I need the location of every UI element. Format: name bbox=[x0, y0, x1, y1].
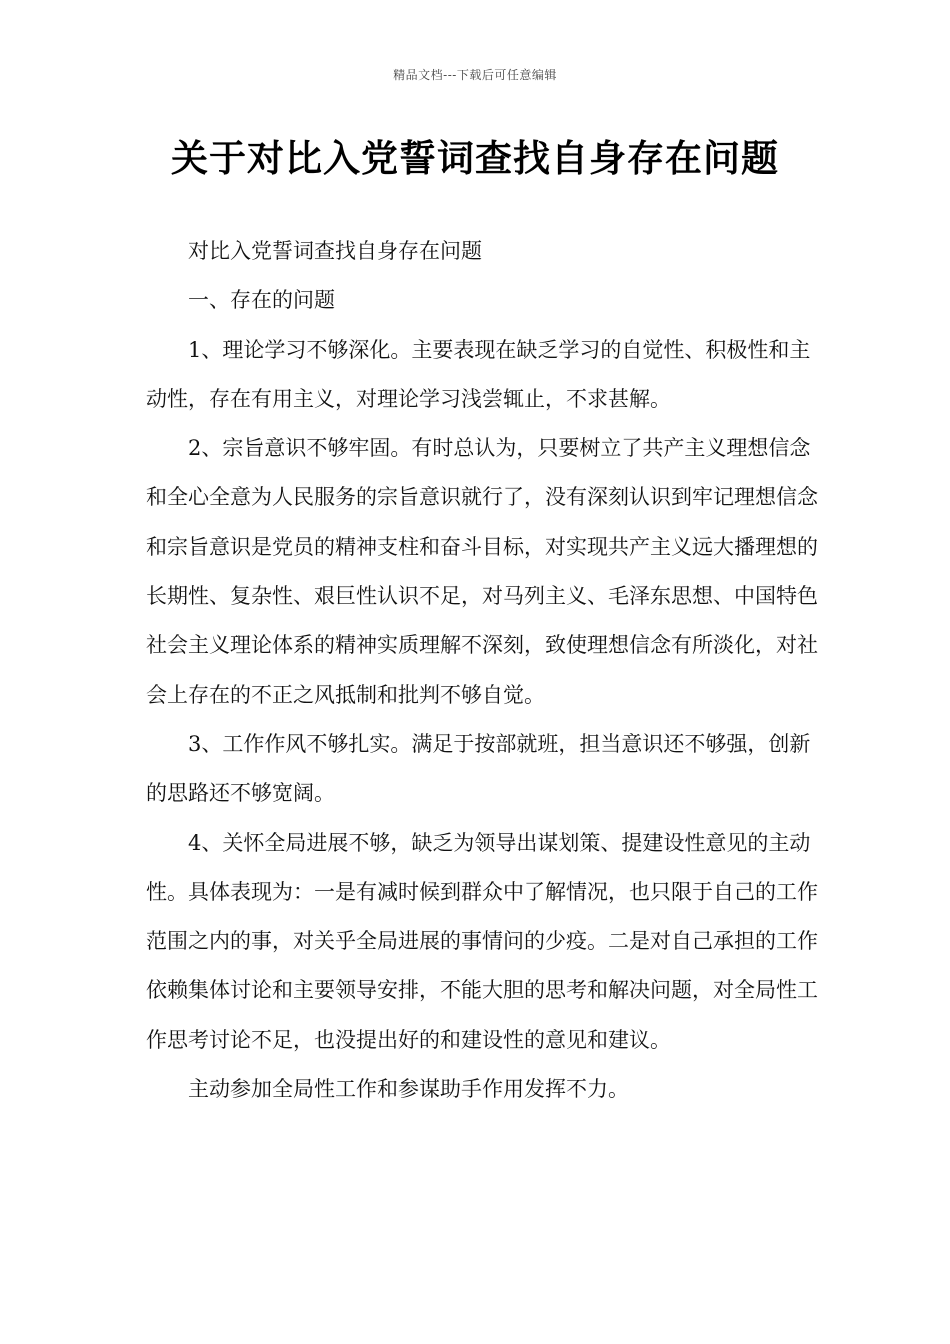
paragraph-item-3: 3、工作作风不够扎实。满足于按部就班，担当意识还不够强，创新的思路还不够宽阔。 bbox=[146, 731, 811, 806]
header-note: 精品文档---下载后可任意编辑 bbox=[393, 68, 557, 82]
paragraph-section-heading: 一、存在的问题 bbox=[188, 288, 335, 313]
paragraph-subtitle: 对比入党誓词查找自身存在问题 bbox=[188, 239, 482, 263]
document-title: 关于对比入党誓词查找自身存在问题 bbox=[171, 137, 779, 180]
paragraph-item-2: 2、宗旨意识不够牢固。有时总认为，只要树立了共产主义理想信念和全心全意为人民服务的宗旨意识就行了，没有深刻认识到牢记理想信念和宗旨意识是党员的精神支柱和奋斗目标，对实现共产主义远大播理想的长期性、复杂性、艰巨性认识不足，对马列主义、毛泽东思想、中国特色社会主义理论体系的精神实质理解不深刻，致使理想信念有所淡化，对社会上存在的不正之风抵制和批判不够自觉。 bbox=[146, 436, 818, 707]
paragraph-item-4: 4、关怀全局进展不够，缺乏为领导出谋划策、提建设性意见的主动性。具体表现为：一是有减时候到群众中了解情况，也只限于自己的工作范围之内的事，对关乎全局进展的事情问的少疫。二是对自己承担的工作依赖集体讨论和主要领导安排，不能大胆的思考和解决问题，对全局性工作思考讨论不足，也没提出好的和建设性的意见和建议。 bbox=[146, 830, 818, 1052]
paragraph-closing: 主动参加全局性工作和参谋助手作用发挥不力。 bbox=[188, 1077, 629, 1102]
paragraph-item-1: 1、理论学习不够深化。主要表现在缺乏学习的自觉性、积极性和主动性，存在有用主义，对理论学习浅尝辄止，不求甚解。 bbox=[146, 337, 811, 411]
document-body bbox=[146, 227, 826, 1114]
